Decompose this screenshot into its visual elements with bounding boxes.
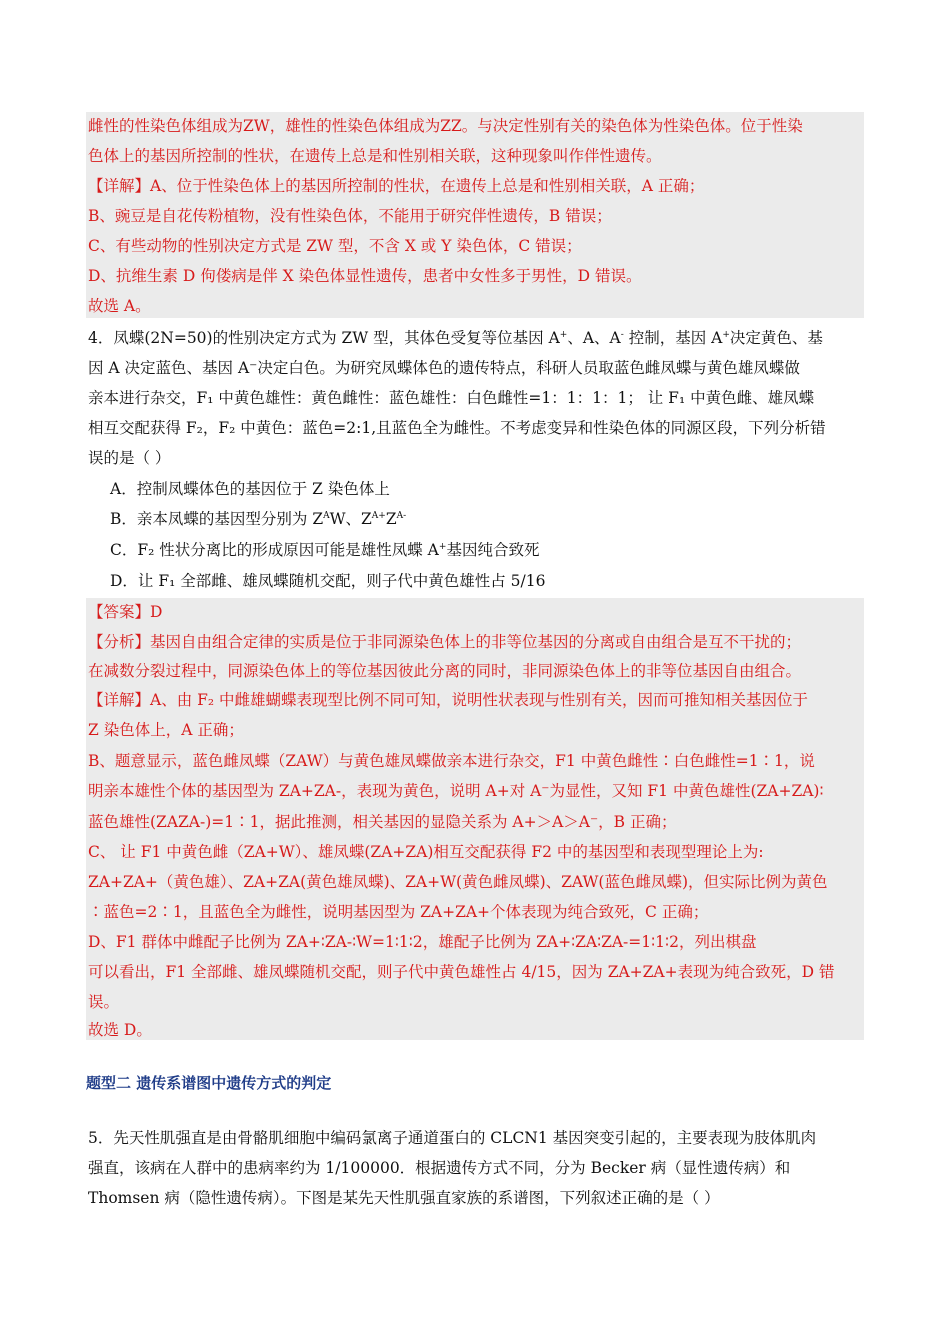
explanation-line: D、F1 群体中雌配子比例为 ZA+∶ZA-∶W=1∶1∶2，雄配子比例为 ZA+∶ZA∶ZA-=1∶1∶2，列出棋盘 — [88, 933, 757, 951]
question-4-line: 误的是（ ） — [88, 449, 171, 467]
explanation-line: 色体上的基因所控制的性状，在遗传上总是和性别相关联，这种现象叫作伴性遗传。 — [88, 147, 662, 165]
option-b-text: B．亲本凤蝶的基因型分别为 Z — [110, 510, 324, 528]
explanation-line: 雌性的性染色体组成为ZW，雄性的性染色体组成为ZZ。与决定性别有关的染色体为性染色体。位于性染 — [88, 117, 803, 135]
option-a: A．控制凤蝶体色的基因位于 Z 染色体上 — [110, 480, 390, 498]
question-4-line: 亲本进行杂交，F₁ 中黄色雄性：黄色雌性：蓝色雄性：白色雌性=1：1：1：1； 让 F₁ 中黄色雌、雄凤蝶 — [88, 389, 815, 407]
explanation-line: ∶蓝色=2∶1，且蓝色全为雌性，说明基因型为 ZA+ZA+个体表现为纯合致死，C 正确； — [88, 903, 709, 921]
option-d: D．让 F₁ 全部雌、雄凤蝶随机交配，则子代中黄色雄性占 5/16 — [110, 572, 546, 590]
explanation-line: C、 让 F1 中黄色雌（ZA+W）、雄凤蝶(ZA+ZA)相互交配获得 F2 中的基因型和表现型理论上为: — [88, 843, 764, 861]
explanation-line: 【详解】A、位于性染色体上的基因所控制的性状，在遗传上总是和性别相关联，A 正确； — [88, 177, 705, 195]
superscript: + — [722, 330, 730, 340]
explanation-line: B、豌豆是自花传粉植物，没有性染色体，不能用于研究伴性遗传，B 错误； — [88, 207, 612, 225]
option-c-text: 基因纯合致死 — [446, 541, 540, 559]
explanation-line: 【详解】A、由 F₂ 中雌雄蝴蝶表现型比例不同可知，说明性状表现与性别有关，因而可推知相关基因位于 — [88, 691, 809, 709]
question-5-line: 5．先天性肌强直是由骨骼肌细胞中编码氯离子通道蛋白的 CLCN1 基因突变引起的，主要表现为肢体肌肉 — [88, 1129, 817, 1147]
q4-text: 决定黄色、基 — [729, 329, 823, 347]
explanation-line: ZA+ZA+（黄色雄）、ZA+ZA(黄色雄凤蝶)、ZA+W(黄色雌凤蝶)、ZAW(蓝色雌凤蝶)，但实际比例为黄色 — [88, 873, 828, 891]
superscript: + — [559, 330, 568, 340]
option-b-text: Z — [385, 510, 397, 528]
q4-text: 控制，基因 A — [623, 329, 723, 347]
superscript: + — [438, 542, 447, 552]
analysis-line: 【分析】基因自由组合定律的实质是位于非同源染色体上的非等位基因的分离或自由组合是互不干扰的； — [88, 633, 802, 651]
explanation-line: 蓝色雄性(ZAZA-)=1∶1，据此推测，相关基因的显隐关系为 A+＞A＞A⁻，B 正确； — [88, 813, 677, 831]
option-c — [110, 540, 539, 560]
explanation-line: 可以看出，F1 全部雌、雄凤蝶随机交配，则子代中黄色雄性占 4/15，因为 ZA+ZA+表现为纯合致死，D 错 — [88, 963, 835, 981]
superscript: A- — [396, 511, 407, 521]
answer-line: 【答案】D — [88, 603, 163, 621]
question-5-line: 强直，该病在人群中的患病率约为 1/100000．根据遗传方式不同，分为 Becker 病（显性遗传病）和 — [88, 1159, 791, 1177]
explanation-line: C、有些动物的性别决定方式是 ZW 型，不含 X 或 Y 染色体，C 错误； — [88, 237, 582, 255]
section-heading: 题型二 遗传系谱图中遗传方式的判定 — [86, 1074, 332, 1092]
explanation-line: 误。 — [88, 993, 120, 1011]
superscript: - — [620, 330, 624, 340]
question-5-line: Thomsen 病（隐性遗传病）。下图是某先天性肌强直家族的系谱图，下列叙述正确的是（ ） — [88, 1189, 720, 1207]
option-c-text: C．F₂ 性状分离比的形成原因可能是雄性凤蝶 A — [110, 541, 439, 559]
analysis-line: 在减数分裂过程中，同源染色体上的等位基因彼此分离的同时，非同源染色体上的非等位基因自由组合。 — [88, 662, 802, 680]
superscript: A+ — [371, 511, 386, 521]
q4-text: 、A、A — [567, 329, 621, 347]
explanation-line: 明亲本雄性个体的基因型为 ZA+ZA-，表现为黄色，说明 A+对 A⁻为显性，又知 F1 中黄色雄性(ZA+ZA)∶ — [88, 782, 824, 800]
option-b — [110, 509, 406, 529]
option-b-text: W、Z — [329, 510, 372, 528]
question-4-line: 因 A 决定蓝色、基因 A⁻决定白色。为研究凤蝶体色的遗传特点，科研人员取蓝色雌凤蝶与黄色雄凤蝶做 — [88, 359, 800, 377]
explanation-line: 故选 D。 — [88, 1021, 152, 1039]
explanation-line: B、题意显示，蓝色雌凤蝶（ZAW）与黄色雄凤蝶做亲本进行杂交，F1 中黄色雌性∶白色雌性=1∶1，说 — [88, 752, 815, 770]
question-4-stem — [88, 328, 823, 348]
explanation-line: D、抗维生素 D 佝偻病是伴 X 染色体显性遗传，患者中女性多于男性，D 错误。 — [88, 267, 642, 285]
question-4-line: 相互交配获得 F₂，F₂ 中黄色：蓝色=2:1,且蓝色全为雌性。不考虑变异和性染色体的同源区段，下列分析错 — [88, 419, 826, 437]
explanation-line: 故选 A。 — [88, 297, 151, 315]
q4-text: 4．凤蝶(2N=50)的性别决定方式为 ZW 型，其体色受复等位基因 A — [88, 329, 560, 347]
explanation-line: Z 染色体上，A 正确； — [88, 721, 244, 739]
superscript: A — [323, 511, 330, 521]
